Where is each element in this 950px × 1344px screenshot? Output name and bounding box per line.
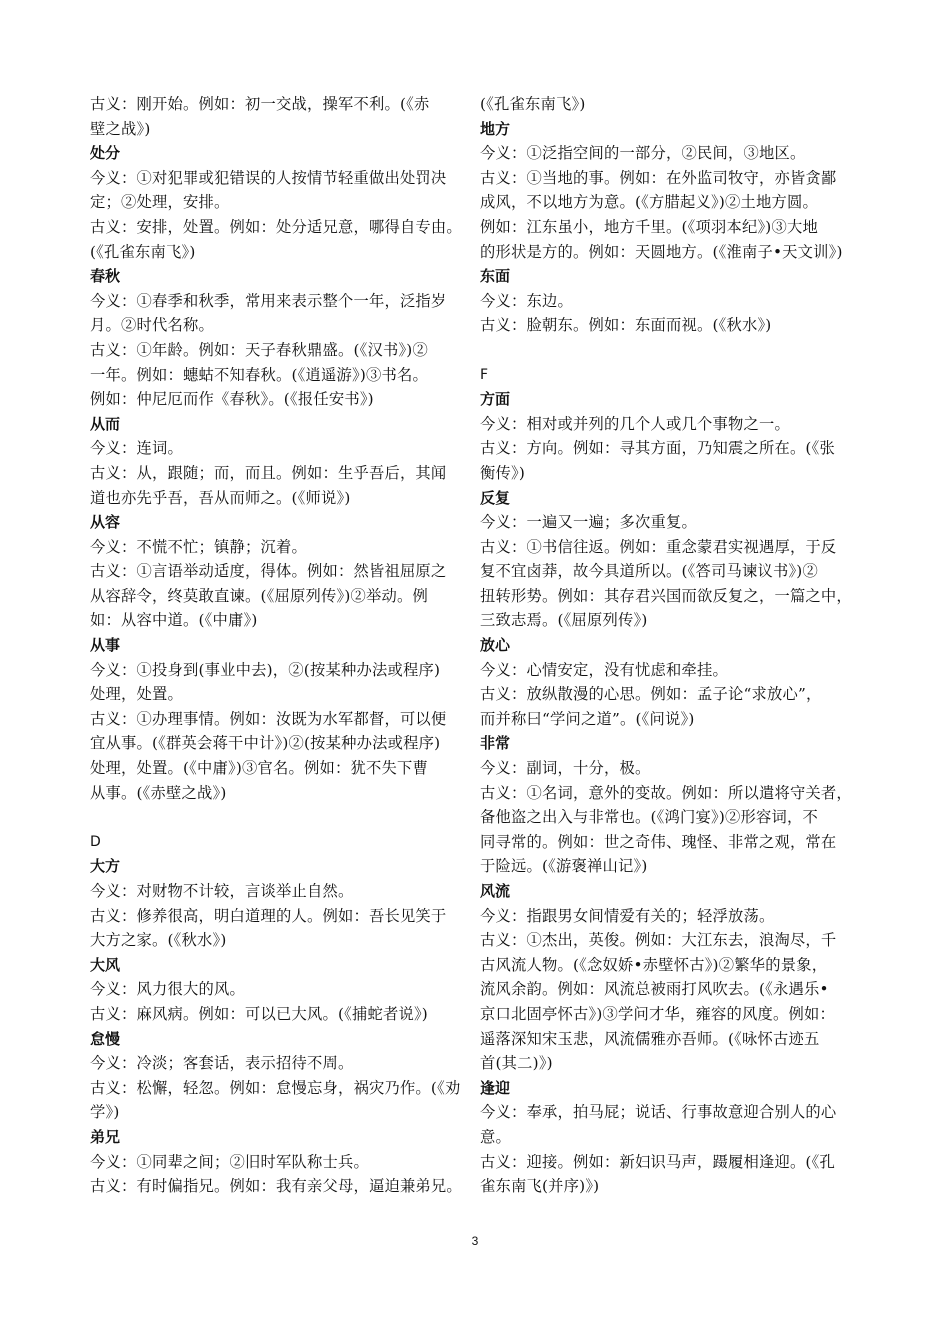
- right-column: [480, 92, 860, 1199]
- text-line: 今义：相对或并列的几个人或几个事物之一。: [480, 414, 790, 433]
- term-heading: 怠慢: [90, 1029, 121, 1048]
- text-line: 古义：①杰出，英俊。例如：大江东去，浪淘尽，千: [480, 931, 837, 950]
- text-line: 今义：①同辈之间；②旧时军队称士兵。: [90, 1152, 369, 1171]
- term-heading: 大风: [90, 955, 121, 974]
- text-line: 一年。例如：蟪蛄不知春秋。(《逍遥游》)③书名。: [90, 365, 428, 384]
- text-line: 今义：①对犯罪或犯错误的人按情节轻重做出处罚决: [90, 168, 447, 187]
- text-line: 今义：①春季和秋季，常用来表示整个一年，泛指岁: [90, 291, 447, 310]
- term-heading: 东面: [480, 267, 511, 286]
- term-heading: 弟兄: [90, 1127, 121, 1146]
- text-line: 古义：放纵散漫的心思。例如：孟子论“求放心”，: [480, 685, 822, 704]
- text-line: 衡传》): [480, 463, 526, 482]
- text-line: 今义：不慌不忙；镇静；沉着。: [90, 537, 307, 556]
- text-line: 从容辞令，终莫敢直谏。(《屈原列传》)②举动。例: [90, 586, 428, 605]
- text-line: 例如：江东虽小，地方千里。(《项羽本纪》)③大地: [480, 217, 818, 236]
- text-line: 今义：冷淡；客套话，表示招待不周。: [90, 1054, 354, 1073]
- text-line: 今义：对财物不计较，言谈举止自然。: [90, 882, 354, 900]
- term-heading: 方面: [480, 390, 511, 409]
- text-line: 例如：仲尼厄而作《春秋》。(《报任安书》): [90, 390, 374, 409]
- text-line: 备他盗之出入与非常也。(《鸿门宴》)②形容词，不: [480, 808, 818, 827]
- term-heading: 放心: [480, 636, 511, 655]
- text-line: 道也亦先乎吾，吾从而师之。(《师说》): [90, 488, 351, 507]
- term-heading: 逢迎: [480, 1078, 511, 1097]
- text-line: 处理，处置。(《中庸》)③官名。例如：犹不失下曹: [90, 759, 428, 778]
- text-line: (《孔雀东南飞》): [90, 242, 196, 261]
- text-line: 古义：①名词，意外的变故。例如：所以遣将守关者，: [480, 783, 852, 802]
- text-line: 从事。(《赤壁之战》): [90, 783, 227, 802]
- term-heading: 非常: [480, 734, 511, 753]
- text-line: 今义：①投身到(事业中去)，②(按某种办法或程序): [90, 660, 441, 679]
- text-line: 首(其二)》): [480, 1054, 553, 1073]
- term-heading: 反复: [480, 488, 511, 507]
- text-line: 流风余韵。例如：风流总被雨打风吹去。(《永遇乐•: [480, 980, 829, 999]
- text-line: 而并称曰“学问之道”。(《问说》): [480, 709, 695, 728]
- text-line: 月。②时代名称。: [90, 316, 214, 335]
- text-line: 如：从容中道。(《中庸》): [90, 611, 258, 630]
- term-heading: 大方: [90, 857, 121, 876]
- text-line: 今义：副词，十分，极。: [480, 759, 651, 778]
- text-line: 古义：麻风病。例如：可以已大风。(《捕蛇者说》): [90, 1004, 428, 1023]
- text-line: 古义：①言语举动适度，得体。例如：然皆祖屈原之: [90, 562, 447, 581]
- text-line: 三致志焉。(《屈原列传》): [480, 611, 648, 630]
- text-line: 遥落深知宋玉悲，风流儒雅亦吾师。(《咏怀古迹五: [480, 1029, 820, 1048]
- text-line: 古义：①书信往返。例如：重念蒙君实视遇厚，于反: [480, 537, 837, 556]
- term-heading: 风流: [480, 882, 511, 900]
- term-heading: 地方: [480, 119, 511, 138]
- text-line: 壁之战》): [90, 119, 151, 138]
- text-line: 的形状是方的。例如：天圆地方。(《淮南子•天文训》): [480, 242, 843, 261]
- text-line: 古义：安排，处置。例如：处分适兄意，哪得自专由。: [90, 217, 462, 236]
- text-line: 成风，不以地方为意。(《方腊起义》)②土地方圆。: [480, 193, 818, 212]
- text-line: (《孔雀东南飞》): [480, 95, 586, 113]
- left-column: [90, 92, 470, 1199]
- text-line: 于险远。(《游褒禅山记》): [480, 857, 648, 876]
- text-line: 今义：心情安定，没有忧虑和牵挂。: [480, 660, 728, 679]
- text-line: 古义：①年龄。例如：天子春秋鼎盛。(《汉书》)②: [90, 340, 428, 359]
- term-heading: 从事: [90, 636, 121, 655]
- text-line: 处理，处置。: [90, 685, 183, 704]
- text-line: 古义：脸朝东。例如：东面而视。(《秋水》): [480, 316, 772, 335]
- text-line: 雀东南飞(并序)》): [480, 1177, 600, 1196]
- text-line: 今义：风力很大的风。: [90, 980, 245, 999]
- text-line: 大方之家。(《秋水》): [90, 931, 227, 950]
- text-line: 古义：从，跟随；而，而且。例如：生乎吾后，其闻: [90, 463, 447, 482]
- text-line: 今义：东边。: [480, 291, 573, 310]
- text-line: 古义：方向。例如：寻其方面，乃知震之所在。(《张: [480, 439, 835, 458]
- text-line: 京口北固亭怀古》)③学问才华，雍容的风度。例如：: [480, 1004, 835, 1023]
- term-heading: 春秋: [90, 267, 121, 286]
- term-heading: 从容: [90, 513, 121, 532]
- term-heading: 处分: [90, 144, 121, 163]
- text-line: 古义：迎接。例如：新妇识马声，蹑履相逢迎。(《孔: [480, 1152, 835, 1171]
- text-line: 今义：连词。: [90, 439, 183, 458]
- text-line: 学》): [90, 1103, 120, 1122]
- text-line: 意。: [480, 1127, 511, 1146]
- text-line: 今义：奉承，拍马屁；说话、行事故意迎合别人的心: [480, 1103, 837, 1122]
- text-line: 古风流人物。(《念奴娇•赤壁怀古》)②繁华的景象，: [480, 955, 828, 974]
- spacer: [90, 805, 470, 830]
- page-number: 3: [471, 1234, 479, 1248]
- term-heading: 从而: [90, 414, 121, 433]
- text-line: 定；②处理，安排。: [90, 193, 230, 212]
- text-line: 宜从事。(《群英会蒋干中计》)②(按某种办法或程序): [90, 734, 441, 753]
- section-letter: D: [90, 833, 101, 850]
- text-line: 今义：一遍又一遍；多次重复。: [480, 513, 697, 532]
- text-line: 古义：有时偏指兄。例如：我有亲父母，逼迫兼弟兄。: [90, 1177, 462, 1196]
- text-line: 同寻常的。例如：世之奇伟、瑰怪、非常之观，常在: [480, 832, 837, 851]
- text-line: 古义：①办理事情。例如：汝既为水军都督，可以便: [90, 709, 447, 728]
- section-letter: F: [480, 366, 489, 383]
- text-line: 复不宜卤莽，故今具道所以。(《答司马谏议书》)②: [480, 562, 818, 581]
- text-line: 古义：修养很高，明白道理的人。例如：吾长见笑于: [90, 906, 447, 925]
- text-line: 今义：指跟男女间情爱有关的；轻浮放荡。: [480, 906, 775, 925]
- text-line: 扭转形势。例如：其存君兴国而欲反复之，一篇之中，: [480, 586, 852, 605]
- text-line: 古义：松懈，轻忽。例如：怠慢忘身，祸灾乃作。(《劝: [90, 1078, 461, 1097]
- text-line: 古义：刚开始。例如：初一交战，操军不利。(《赤: [90, 95, 430, 113]
- spacer: [480, 338, 860, 363]
- text-line: 古义：①当地的事。例如：在外监司牧守，亦皆贪鄙: [480, 168, 837, 187]
- text-line: 今义：①泛指空间的一部分，②民间，③地区。: [480, 144, 806, 163]
